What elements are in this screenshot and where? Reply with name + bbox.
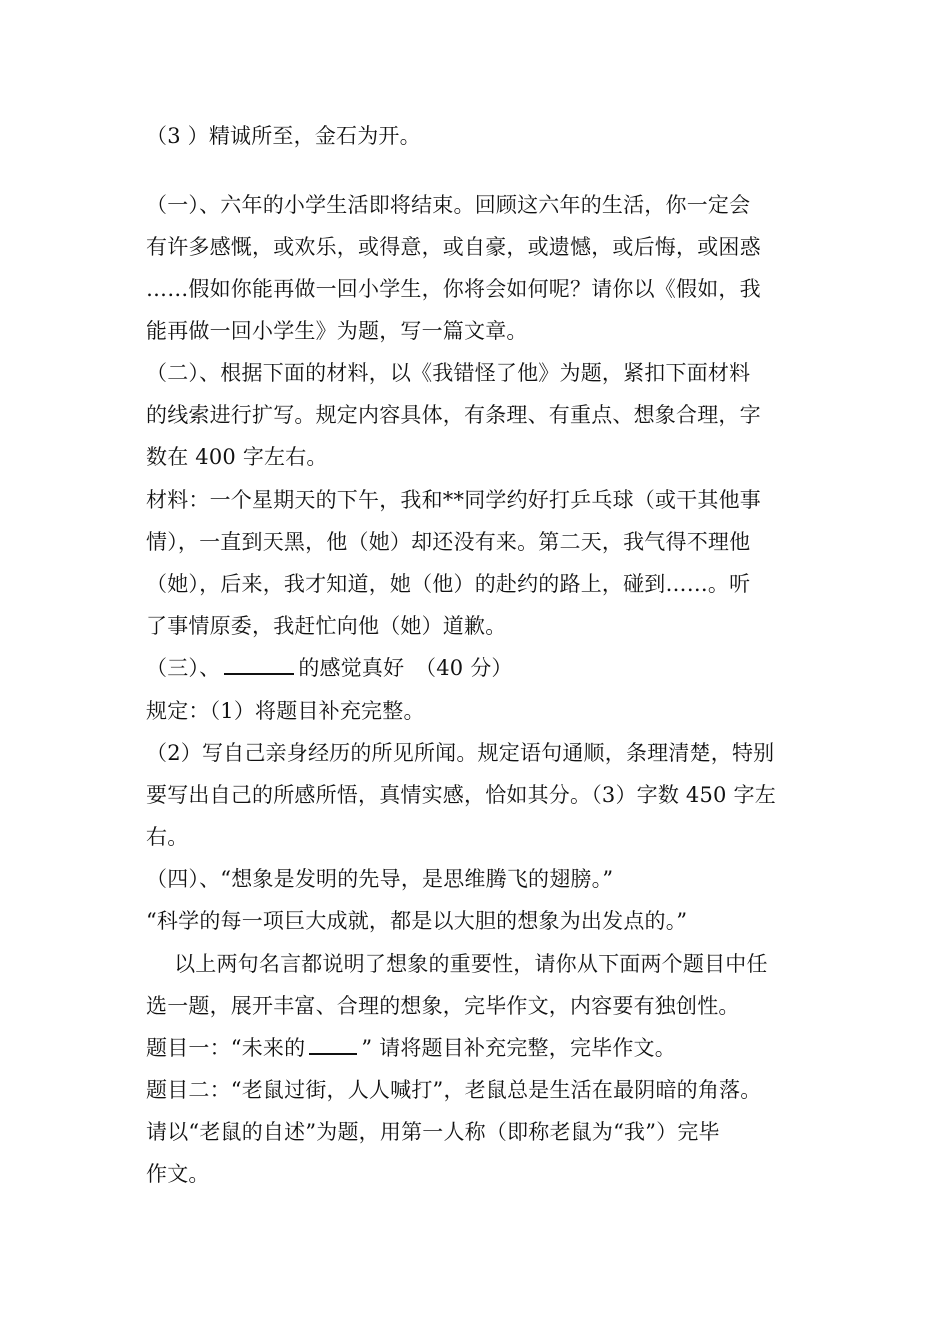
- topic-1-blank: [309, 1033, 357, 1055]
- line-section-4-quote-1: （四）、“想象是发明的先导，是思维腾飞的翅膀。”: [146, 867, 614, 891]
- topic-1-suffix: ” 请将题目补充完整，完毕作文。: [361, 1036, 676, 1060]
- line-section-2-c: 数在 400 字左右。: [146, 445, 328, 469]
- line-topic-1: [146, 1033, 676, 1063]
- line-section-1-a: （一）、六年的小学生活即将结束。回顾这六年的生活，你一定会: [146, 193, 751, 217]
- line-section-2-a: （二）、根据下面的材料，以《我错怪了他》为题，紧扣下面材料: [146, 361, 751, 385]
- section-3-suffix: 的感觉真好 （40 分）: [298, 656, 513, 680]
- line-topic-2-c: 作文。: [146, 1162, 210, 1186]
- line-material-c: （她），后来，我才知道，她（他）的赴约的路上，碰到……。听: [146, 572, 751, 596]
- topic-1-prefix: 题目一：“未来的: [146, 1036, 306, 1060]
- line-section-4-body-a: 以上两句名言都说明了想象的重要性，请你从下面两个题目中任: [146, 952, 768, 976]
- line-section-1-c: ……假如你能再做一回小学生，你将会如何呢？请你以《假如，我: [146, 277, 761, 301]
- line-material-b: 情），一直到天黑，他（她）却还没有来。第二天，我气得不理他: [146, 530, 751, 554]
- line-section-3-rule-1: 规定：（1）将题目补充完整。: [146, 699, 425, 723]
- line-section-4-quote-2: “科学的每一项巨大成就，都是以大胆的想象为出发点的。”: [146, 909, 688, 933]
- line-material-a: 材料：一个星期天的下午，我和**同学约好打乒乓球（或干其他事: [146, 488, 761, 512]
- section-3-prefix: （三）、: [146, 656, 221, 680]
- line-topic-2-b: 请以“老鼠的自述”为题，用第一人称（即称老鼠为“我”）完毕: [146, 1120, 720, 1144]
- line-section-3-rule-2b: 要写出自己的所感所悟，真情实感，恰如其分。（3）字数 450 字左: [146, 783, 776, 807]
- line-section-3-title: [146, 653, 513, 683]
- line-section-1-b: 有许多感慨，或欢乐，或得意，或自豪，或遗憾，或后悔，或困惑: [146, 235, 761, 259]
- line-section-1-d: 能再做一回小学生》为题，写一篇文章。: [146, 319, 528, 343]
- line-material-d: 了事情原委，我赶忙向他（她）道歉。: [146, 614, 507, 638]
- line-topic-2-a: 题目二：“老鼠过街，人人喊打”，老鼠总是生活在最阴暗的角落。: [146, 1078, 762, 1102]
- line-section-2-b: 的线索进行扩写。规定内容具体，有条理、有重点、想象合理，字: [146, 403, 761, 427]
- line-section-3-rule-2a: （2）写自己亲身经历的所见所闻。规定语句通顺，条理清楚，特别: [146, 741, 775, 765]
- line-jingcheng: （3 ）精诚所至，金石为开。: [146, 124, 421, 148]
- title-blank: [224, 653, 294, 675]
- line-section-4-body-b: 选一题，展开丰富、合理的想象，完毕作文，内容要有独创性。: [146, 994, 740, 1018]
- line-section-3-rule-2c: 右。: [146, 825, 189, 849]
